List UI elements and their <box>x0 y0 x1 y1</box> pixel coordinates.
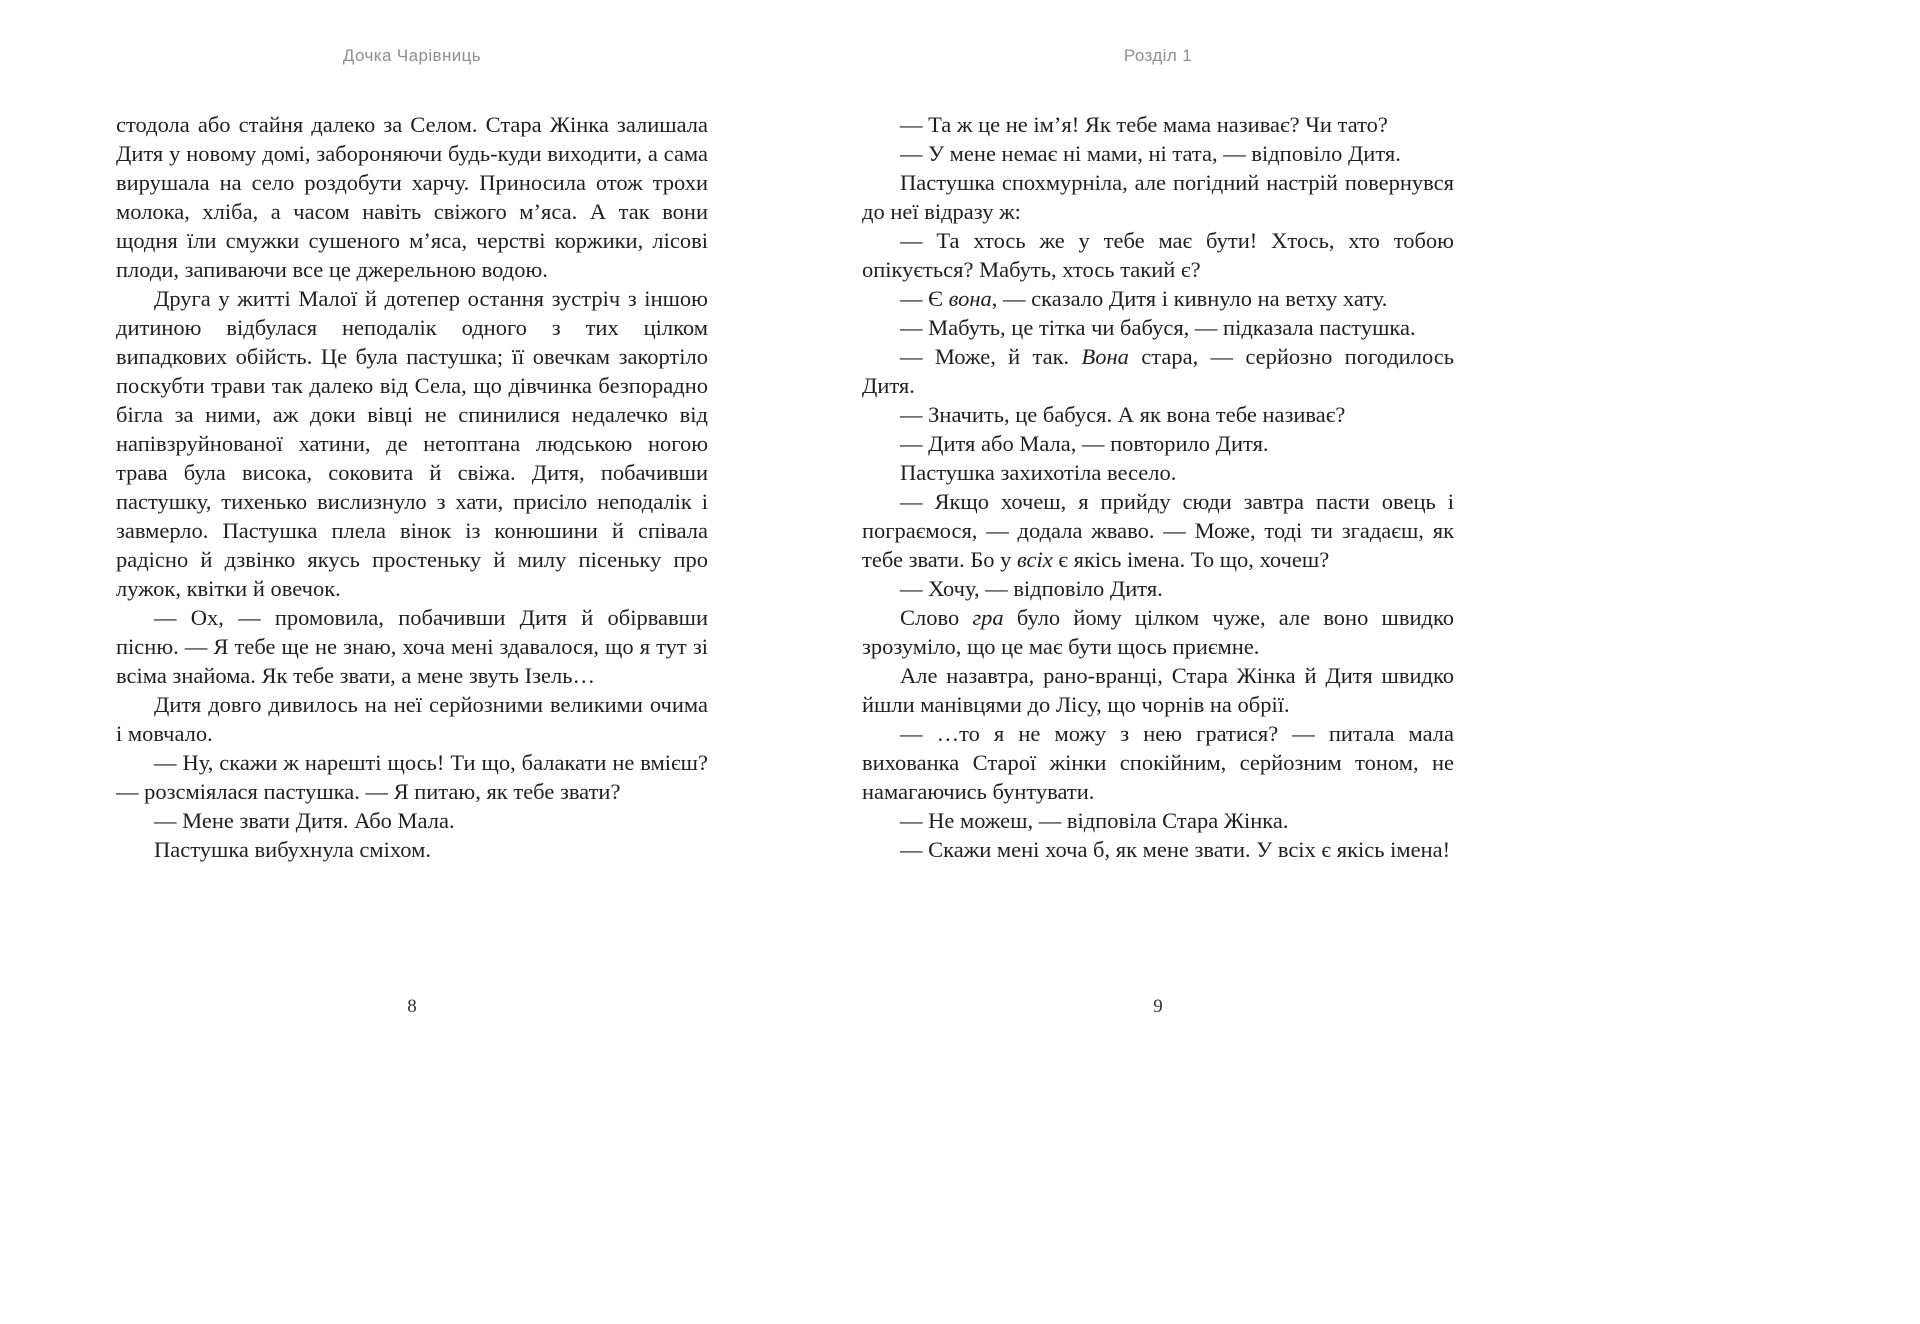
text-run-italic: всіх <box>1017 547 1053 572</box>
text-run: Але назавтра, рано-вранці, Стара Жінка й Дитя швидко йшли манівцями до Лісу, що чорнів на обрії. <box>862 663 1454 717</box>
paragraph <box>116 835 708 864</box>
paragraph <box>862 284 1454 313</box>
text-run: Друга у житті Малої й дотепер остання зустріч з іншою дитиною відбулася неподалік одного з тих цілком випадкових обійсть. Це була пастушка; її овечкам закортіло поскубти трави так далеко від Села, що дівчинка безпорадно бігла за ними, аж доки вівці не спинилися недалечко від напівзруйнованої хатини, де нетоптана людською ногою трава була висока, соковита й свіжа. Дитя, побачивши пастушку, тихенько вислизнуло з хати, присіло неподалік і завмерло. Пастушка плела вінок із конюшини й співала радісно й дзвінко якусь простеньку й милу пісеньку про лужок, квітки й овечок. <box>116 286 708 601</box>
paragraph <box>116 806 708 835</box>
paragraph <box>862 487 1454 574</box>
text-run: — Ох, — промовила, побачивши Дитя й обірвавши пісню. — Я тебе ще не знаю, хоча мені здавалося, що я тут зі всіма знайома. Як тебе звати, а мене звуть Ізель… <box>116 605 708 688</box>
text-run-italic: Вона <box>1081 344 1129 369</box>
text-run: Дитя довго дивилось на неї серйозними великими очима і мовчало. <box>116 692 708 746</box>
text-run: — Значить, це бабуся. А як вона тебе називає? <box>900 402 1346 427</box>
text-run: Слово <box>900 605 973 630</box>
paragraph <box>116 284 708 603</box>
page-number-right: 9 <box>1153 996 1163 1017</box>
text-run: — Не можеш, — відповіла Стара Жінка. <box>900 808 1289 833</box>
paragraph <box>862 661 1454 719</box>
text-run: Пастушка вибухнула сміхом. <box>154 837 431 862</box>
page-right <box>862 0 1454 1324</box>
running-head-right: Розділ 1 <box>1123 46 1193 65</box>
text-run: — Скажи мені хоча б, як мене звати. У всіх є якісь імена! <box>900 837 1451 862</box>
text-run: — Та хтось же у тебе має бути! Хтось, хто тобою опікується? Мабуть, хтось такий є? <box>862 228 1454 282</box>
paragraph <box>862 458 1454 487</box>
page-left-text-block <box>116 110 708 864</box>
running-head-left: Дочка Чарівниць <box>342 46 482 65</box>
text-run: — Мабуть, це тітка чи бабуся, — підказала пастушка. <box>900 315 1416 340</box>
text-run: було йому цілком чуже, але воно швидко зрозуміло, що це має бути щось приємне. <box>862 605 1454 659</box>
paragraph <box>862 574 1454 603</box>
paragraph <box>116 603 708 690</box>
paragraph <box>862 429 1454 458</box>
text-run: — Якщо хочеш, я прийду сюди завтра пасти овець і пограємося, — додала жваво. — Може, тоді ти згадаєш, як тебе звати. Бо у <box>862 489 1454 572</box>
text-run: — Хочу, — відповіло Дитя. <box>900 576 1163 601</box>
paragraph <box>862 806 1454 835</box>
paragraph <box>862 835 1454 864</box>
text-run: — Дитя або Мала, — повторило Дитя. <box>900 431 1269 456</box>
page-number-left: 8 <box>407 996 417 1017</box>
paragraph <box>862 603 1454 661</box>
text-run: є якісь імена. То що, хочеш? <box>1052 547 1330 572</box>
text-run: стара, — серйозно погодилось Дитя. <box>862 344 1454 398</box>
paragraph <box>116 690 708 748</box>
text-run: Пастушка захихотіла весело. <box>900 460 1177 485</box>
text-run: — У мене немає ні мами, ні тата, — відповіло Дитя. <box>900 141 1401 166</box>
text-run: стодола або стайня далеко за Селом. Стара Жінка залишала Дитя у новому домі, забороняючи будь-куди виходити, а сама вирушала на село роздобути харчу. Приносила отож трохи молока, хліба, а часом навіть свіжого м’яса. А так вони щодня їли смужки сушеного м’яса, черстві коржики, лісові плоди, запиваючи все це джерельною водою. <box>116 112 708 282</box>
paragraph <box>862 168 1454 226</box>
text-run: — Мене звати Дитя. Або Мала. <box>154 808 455 833</box>
paragraph <box>862 719 1454 806</box>
page-right-text-block <box>862 110 1454 864</box>
text-run: — Ну, скажи ж нарешті щось! Ти що, балакати не вмієш? — розсміялася пастушка. — Я питаю, як тебе звати? <box>116 750 708 804</box>
paragraph <box>862 400 1454 429</box>
paragraph <box>862 342 1454 400</box>
text-run: — Може, й так. <box>900 344 1082 369</box>
paragraph <box>862 226 1454 284</box>
paragraph <box>862 110 1454 139</box>
text-run: — Є <box>900 286 949 311</box>
paragraph <box>116 748 708 806</box>
page-left <box>116 0 708 1324</box>
text-run: , — сказало Дитя і кивнуло на ветху хату. <box>991 286 1388 311</box>
text-run-italic: вона <box>948 286 992 311</box>
paragraph <box>116 110 708 284</box>
text-run: — …то я не можу з нею гратися? — питала мала вихованка Старої жінки спокійним, серйозним тоном, не намагаючись бунтувати. <box>862 721 1454 804</box>
paragraph <box>862 139 1454 168</box>
paragraph <box>862 313 1454 342</box>
text-run-italic: гра <box>972 605 1004 630</box>
text-run: — Та ж це не ім’я! Як тебе мама називає? Чи тато? <box>900 112 1388 137</box>
text-run: Пастушка спохмурніла, але погідний настрій повернувся до неї відразу ж: <box>862 170 1454 224</box>
